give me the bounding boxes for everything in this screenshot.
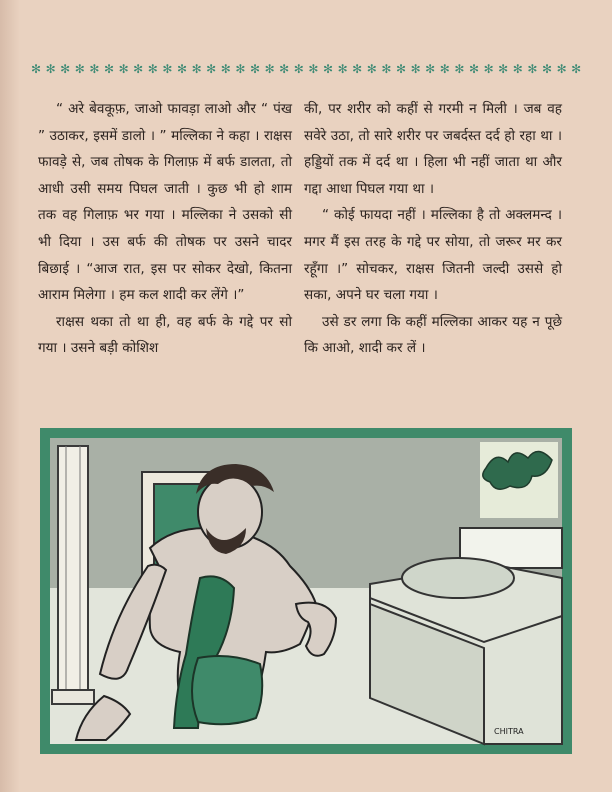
border-star-icon: ✻: [395, 62, 407, 76]
border-star-icon: ✻: [571, 62, 582, 76]
border-star-icon: ✻: [220, 62, 231, 76]
border-star-icon: ✻: [366, 62, 377, 76]
pillar: [52, 446, 94, 704]
border-star-icon: ✻: [74, 62, 85, 76]
border-star-icon: ✻: [483, 62, 494, 76]
text-column-left: [38, 96, 292, 362]
border-star-icon: ✻: [556, 62, 567, 76]
border-star-icon: ✻: [439, 62, 450, 76]
border-star-icon: ✻: [30, 62, 42, 76]
border-star-icon: ✻: [103, 62, 115, 76]
border-star-icon: ✻: [410, 62, 421, 76]
paragraph: राक्षस थका तो था ही, वह बर्फ के गद्दे पर सो गया । उसने बड़ी कोशिश: [38, 313, 292, 357]
pillow: [402, 558, 514, 598]
artist-signature: CHITRA: [494, 727, 524, 736]
border-star-icon: ✻: [381, 62, 392, 76]
border-star-icon: ✻: [308, 62, 319, 76]
border-star-icon: ✻: [162, 62, 173, 76]
border-star-icon: ✻: [468, 62, 480, 76]
border-star-icon: ✻: [279, 62, 290, 76]
border-star-icon: ✻: [352, 62, 363, 76]
border-star-icon: ✻: [425, 62, 436, 76]
border-star-icon: ✻: [206, 62, 217, 76]
paragraph: की, पर शरीर को कहीं से गरमी न मिली । जब वह सवेरे उठा, तो सारे शरीर पर जबर्दस्त दर्द हो रहा था । हड्डियों तक में दर्द था । हिला भी नहीं जाता था और गद्दा आधा पिघल गया था ।: [304, 101, 562, 197]
paragraph: “ कोई फायदा नहीं । मल्लिका है तो अक्लमन्द । मगर मैं इस तरह के गद्दे पर सोया, तो जरूर मर कर रहूँगा ।” सोचकर, राक्षस जितनी जल्दी उससे हो सका, अपने घर चला गया ।: [304, 207, 562, 304]
border-star-icon: ✻: [60, 62, 71, 76]
border-star-icon: ✻: [293, 62, 304, 76]
border-star-icon: ✻: [512, 62, 523, 76]
border-star-icon: ✻: [264, 62, 275, 76]
border-star-icon: ✻: [89, 62, 100, 76]
border-star-icon: ✻: [118, 62, 129, 76]
border-star-icon: ✻: [235, 62, 246, 76]
page-fold-shadow: [0, 0, 20, 792]
border-star-icon: ✻: [337, 62, 348, 76]
border-star-icon: ✻: [498, 62, 509, 76]
border-star-icon: ✻: [176, 62, 188, 76]
plant: [480, 442, 558, 518]
border-star-icon: ✻: [133, 62, 144, 76]
border-star-icon: ✻: [249, 62, 261, 76]
border-star-icon: ✻: [191, 62, 202, 76]
decorative-border: [28, 62, 584, 76]
illustration-demon-getting-up: [40, 428, 572, 754]
border-star-icon: ✻: [45, 62, 56, 76]
border-star-icon: ✻: [541, 62, 553, 76]
border-star-icon: ✻: [322, 62, 334, 76]
border-star-icon: ✻: [147, 62, 158, 76]
paragraph: उसे डर लगा कि कहीं मल्लिका आकर यह न पूछे कि आओ, शादी कर लें ।: [304, 313, 562, 357]
paragraph: “ अरे बेवकूफ़, जाओ फावड़ा लाओ और “ पंख ” उठाकर, इसमें डालो । ” मल्लिका ने कहा । राक्षस फावड़े से, जब तोषक के गिलाफ़ में बर्फ डालता, तो आधी उसी समय पिघल जाती । कुछ भी हो शाम तक वह गिलाफ़ भर गया । मल्लिका ने उसको सी भी दिया । उस बर्फ की तोषक पर उसने चादर बिछाई । “आज रात, इस पर सोकर देखो, कितना आराम मिलेगा । हम कल शादी कर लेंगे ।”: [38, 101, 292, 304]
text-column-right: [304, 96, 562, 362]
border-star-icon: ✻: [454, 62, 465, 76]
border-star-icon: ✻: [527, 62, 538, 76]
